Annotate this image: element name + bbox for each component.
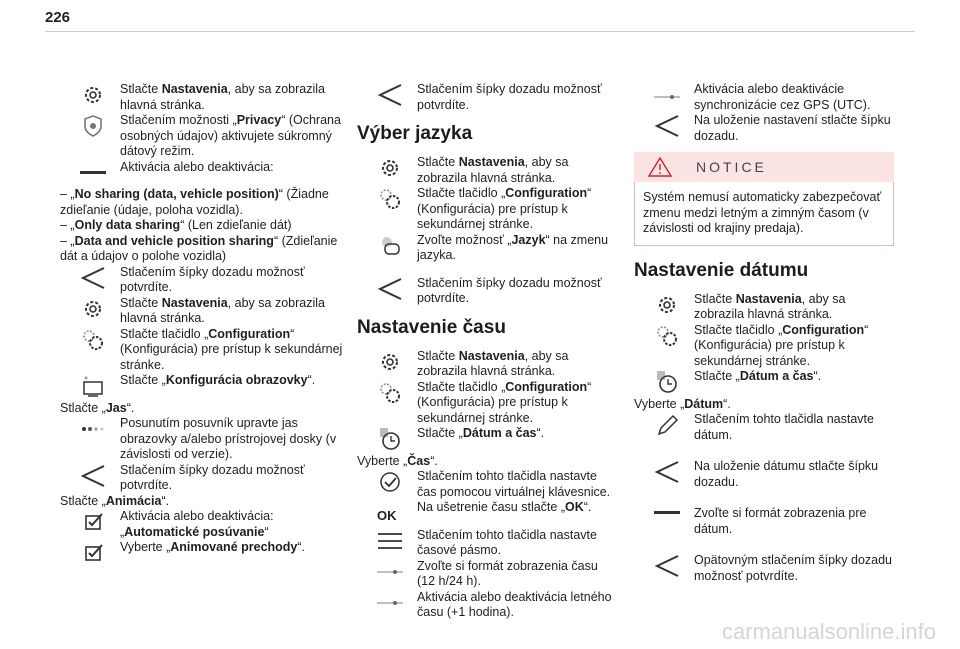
configuration-gears-icon — [654, 324, 680, 348]
toggle-bar-icon — [80, 161, 106, 185]
instruction-language: Zvoľte možnosť „Jazyk“ na zmenu jazyka. — [357, 233, 619, 264]
instruction-settings: Stlačte Nastavenia, aby sa zobrazila hlavná stránka. — [60, 82, 345, 113]
notice-body: Systém nemusí automaticky zabezpečovať zmenu medzi letným a zimným časom (v závislosti od krajiny predaja). — [634, 182, 894, 246]
instruction-date-format: Zvoľte si formát zobrazenia pre dátum. — [634, 506, 894, 537]
notice-title: NOTICE — [696, 159, 767, 175]
configuration-gears-icon — [377, 381, 403, 405]
back-arrow-icon — [654, 554, 680, 578]
watermark: carmanualsonline.info — [721, 619, 936, 644]
instruction-save-date: Na uloženie dátumu stlačte šípku dozadu. — [634, 459, 894, 490]
gear-icon — [377, 156, 403, 180]
instruction-settings: Stlačte Nastavenia, aby sa zobrazila hlavná stránka. — [357, 155, 619, 186]
back-arrow-icon — [654, 460, 680, 484]
instruction-slider: Posunutím posuvník upravte jas obrazovky a/alebo prístrojovej dosky (v závislosti od verzie). — [60, 416, 345, 463]
instruction-back-2: Stlačením šípky dozadu možnosť potvrdíte. — [357, 276, 619, 307]
instruction-timezone: Stlačením tohto tlačidla nastavte časové pásmo. — [357, 528, 619, 559]
pencil-icon — [654, 413, 680, 437]
heading-time: Nastavenie času — [357, 316, 506, 338]
instruction-configuration: Stlačte tlačidlo „Configuration“ (Konfigurácia) pre prístup k sekundárnej stránke. — [60, 327, 345, 374]
page-number: 226 — [45, 9, 71, 26]
column-3 — [634, 82, 894, 584]
step-animation: Stlačte „Animácia“. — [60, 493, 170, 508]
header-rule — [45, 31, 915, 32]
gear-icon — [80, 83, 106, 107]
checkbox-icon — [80, 510, 106, 534]
instruction-back: Na uloženie nastavení stlačte šípku dozadu. — [634, 113, 894, 144]
instruction-ok: OK Na ušetrenie času stlačte „OK“. — [357, 500, 619, 516]
back-arrow-icon — [80, 464, 106, 488]
step-select-time: Vyberte „Čas“. — [357, 453, 438, 468]
instruction-back: Stlačením šípky dozadu možnosť potvrdíte. — [357, 82, 619, 113]
menu-list-icon — [377, 529, 403, 553]
instruction-date-time: Stlačte „Dátum a čas“. — [634, 369, 894, 385]
instruction-configuration-2: Stlačte tlačidlo „Configuration“ (Konfigurácia) pre prístup k sekundárnej stránke. — [357, 380, 619, 427]
instruction-date-time: Stlačte „Dátum a čas“. — [357, 426, 619, 442]
instruction-animation-toggle: Aktivácia alebo deaktivácia: „Automatické posúvanie“ — [60, 509, 345, 540]
slider-dots-icon — [80, 417, 106, 441]
instruction-configuration: Stlačte tlačidlo „Configuration“ (Konfigurácia) pre prístup k sekundárnej stránke. — [357, 186, 619, 233]
screen-brightness-icon — [80, 374, 106, 398]
notice-box — [634, 152, 894, 246]
instruction-settings-2: Stlačte Nastavenia, aby sa zobrazila hlavná stránka. — [357, 349, 619, 380]
instruction-gps-sync: Aktivácia alebo deaktivácie synchronizácie cez GPS (UTC). — [634, 82, 894, 113]
ok-label-icon: OK — [377, 508, 397, 523]
instruction-animated-transitions: Vyberte „Animované prechody“. — [60, 540, 345, 556]
clock-icon — [654, 370, 680, 394]
instruction-back: Stlačením šípky dozadu možnosť potvrdíte. — [60, 265, 345, 296]
option-data-position-sharing: – „Data and vehicle position sharing“ (Zdieľanie dát a údajov o polohe vozidla) — [60, 233, 338, 263]
option-data-sharing: – „Only data sharing“ (Len zdieľanie dát) — [60, 218, 292, 232]
toggle-bar-icon — [654, 507, 680, 531]
instruction-time-format: Zvoľte si formát zobrazenia času (12 h/24 h). — [357, 559, 619, 590]
instruction-set-time: Stlačením tohto tlačidla nastavte čas pomocou virtuálnej klávesnice. — [357, 469, 619, 500]
column-2 — [357, 82, 619, 621]
warning-triangle-icon — [648, 157, 672, 177]
language-bubble-icon — [377, 234, 403, 258]
toggle-switch-icon — [377, 591, 403, 615]
heading-date: Nastavenie dátumu — [634, 259, 809, 281]
gear-icon — [654, 293, 680, 317]
checkbox-icon — [80, 541, 106, 565]
step-brightness: Stlačte „Jas“. — [60, 400, 135, 415]
instruction-screen-config: Stlačte „Konfigurácia obrazovky“. — [60, 373, 345, 389]
gear-icon — [377, 350, 403, 374]
instruction-set-date: Stlačením tohto tlačidla nastavte dátum. — [634, 412, 894, 443]
back-arrow-icon — [377, 83, 403, 107]
instruction-confirm: Opätovným stlačením šípky dozadu možnosť potvrdíte. — [634, 553, 894, 584]
toggle-switch-icon — [377, 560, 403, 584]
clock-icon — [377, 427, 403, 451]
back-arrow-icon — [80, 266, 106, 290]
step-select-date: Vyberte „Dátum“. — [634, 396, 731, 411]
instruction-toggle: Aktivácia alebo deaktivácia: — [60, 160, 345, 176]
back-arrow-icon — [654, 114, 680, 138]
gear-icon — [80, 297, 106, 321]
instruction-configuration: Stlačte tlačidlo „Configuration“ (Konfigurácia) pre prístup k sekundárnej stránke. — [634, 323, 894, 370]
checkmark-circle-icon — [377, 470, 403, 494]
notice-header — [634, 152, 894, 182]
instruction-dst: Aktivácia alebo deaktivácia letného času (+1 hodina). — [357, 590, 619, 621]
instruction-settings-2: Stlačte Nastavenia, aby sa zobrazila hlavná stránka. — [60, 296, 345, 327]
privacy-shield-icon — [80, 114, 106, 138]
heading-language: Výber jazyka — [357, 123, 473, 144]
configuration-gears-icon — [80, 328, 106, 352]
configuration-gears-icon — [377, 187, 403, 211]
option-no-sharing: – „No sharing (data, vehicle position)“ (Žiadne zdieľanie (údaje, poloha vozidla). — [60, 187, 329, 217]
instruction-privacy: Stlačením možnosti „Privacy“ (Ochrana osobných údajov) aktivujete súkromný dátový režim. — [60, 113, 345, 160]
toggle-switch-icon — [654, 83, 680, 107]
column-1 — [60, 82, 345, 556]
back-arrow-icon — [377, 277, 403, 301]
instruction-back-2: Stlačením šípky dozadu možnosť potvrdíte. — [60, 463, 345, 494]
instruction-settings: Stlačte Nastavenia, aby sa zobrazila hlavná stránka. — [634, 292, 894, 323]
